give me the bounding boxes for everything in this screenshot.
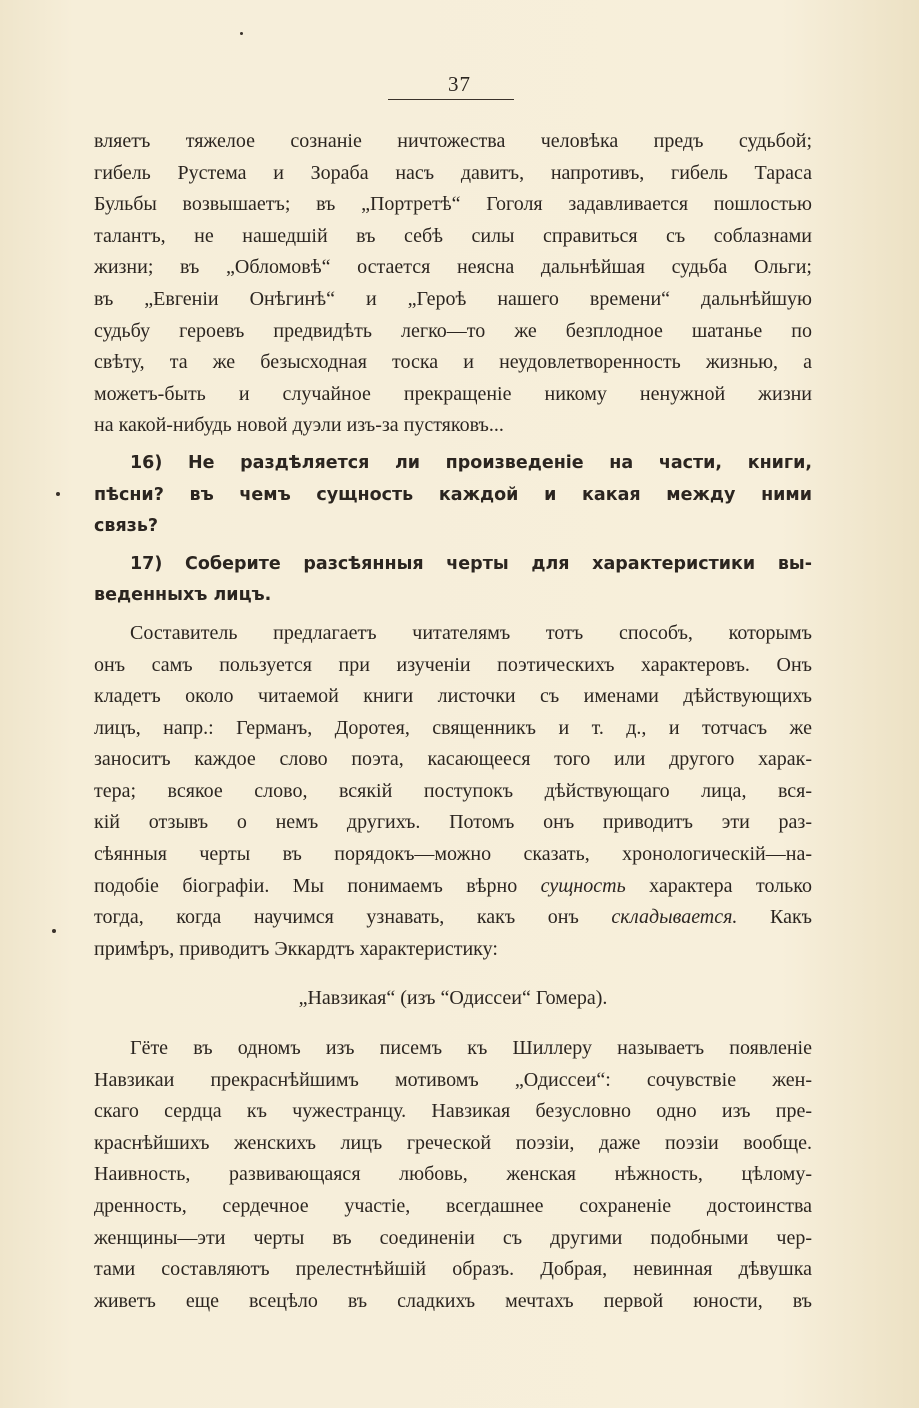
text-line: Бульбы возвышаетъ; въ „Портретѣ“ Гоголя задавливается пошлостью <box>94 193 812 216</box>
text-line: Наивность, развивающаяся любовь, женская нѣжность, цѣлому- <box>94 1163 812 1186</box>
question-16-line: связь? <box>94 516 159 537</box>
italic-emphasis: сущность <box>540 874 626 897</box>
ink-speck <box>240 32 243 35</box>
page-text <box>94 126 812 1317</box>
text-line <box>94 902 812 934</box>
text-line: Гёте въ одномъ изъ писемъ къ Шиллеру называетъ появленiе <box>130 1037 812 1060</box>
text-line: талантъ, не нашедшiй въ себѣ силы справиться съ соблазнами <box>94 224 812 247</box>
text-run: тогда, когда научимся узнавать, какъ онъ <box>94 906 612 929</box>
text-line: свѣту, та же безысходная тоска и неудовлетворенность жизнью, а <box>94 351 812 374</box>
text-run: характера только <box>625 874 812 897</box>
question-17-line: веденныхъ лицъ. <box>94 585 272 606</box>
text-run: подобiе бiографiи. Мы понимаемъ вѣрно <box>94 874 541 897</box>
text-line: скаго сердца къ чужестранцу. Навзикая безусловно одно изъ пре- <box>94 1100 812 1123</box>
text-line: кiй отзывъ о немъ другихъ. Потомъ онъ приводитъ эти раз- <box>94 811 812 834</box>
text-line: сѣянныя черты въ порядокъ—можно сказать, хронологическiй—на- <box>94 843 812 866</box>
italic-emphasis: складывается. <box>611 906 738 929</box>
page-number: 37 <box>448 72 471 96</box>
text-line: примѣръ, приводитъ Эккардтъ характеристику: <box>94 937 498 960</box>
text-line: Навзикаи прекраснѣйшимъ мотивомъ „Одиссеи“: сочувствiе жен- <box>94 1068 812 1091</box>
text-line: кладетъ около читаемой книги листочки съ именами дѣйствующихъ <box>94 685 812 708</box>
section-heading: „Навзикая“ (изъ “Одиссеи“ Гомера). <box>298 987 608 1010</box>
text-line: лицъ, напр.: Германъ, Доротея, священникъ и т. д., и тотчасъ же <box>94 716 812 739</box>
text-line <box>94 871 812 903</box>
question-17-line: 17) Соберите разсѣянныя черты для характеристики вы- <box>130 553 812 574</box>
text-line: гибель Рустема и Зораба насъ давитъ, напротивъ, гибель Тараса <box>94 161 812 184</box>
question-16-line: пѣсни? въ чемъ сущность каждой и какая между ними <box>94 484 812 505</box>
text-line: можетъ-быть и случайное прекращенiе никому ненужной жизни <box>94 382 812 405</box>
ink-speck <box>56 492 60 496</box>
text-line: тера; всякое слово, всякiй поступокъ дѣйствующаго лица, вся- <box>94 779 812 802</box>
text-line: Составитель предлагаетъ читателямъ тотъ способъ, которымъ <box>130 621 812 644</box>
text-line: судьбу героевъ предвидѣть легко—то же безплодное шатанье по <box>94 319 812 342</box>
text-line: вляетъ тяжелое сознанiе ничтожества человѣка предъ судьбой; <box>94 130 812 152</box>
text-line: краснѣйшихъ женскихъ лицъ греческой поэзiи, даже поэзiи вообще. <box>94 1131 812 1154</box>
text-line: женщины—эти черты въ соединенiи съ другими подобными чер- <box>94 1226 812 1249</box>
text-line: онъ самъ пользуется при изученiи поэтическихъ характеровъ. Онъ <box>94 653 812 676</box>
text-line: живетъ еще всецѣло въ сладкихъ мечтахъ первой юности, въ <box>94 1289 812 1312</box>
text-line: заноситъ каждое слово поэта, касающееся того или другого харак- <box>94 748 812 771</box>
text-line: жизни; въ „Обломовѣ“ остается неясна дальнѣйшая судьба Ольги; <box>94 256 812 279</box>
text-line: дренность, сердечное участiе, всегдашнее сохраненiе достоинства <box>94 1195 812 1217</box>
text-line: тами составляютъ прелестнѣйшiй образъ. Добрая, невинная дѣвушка <box>94 1258 812 1281</box>
question-16-line: 16) Не раздѣляется ли произведенiе на части, книги, <box>130 452 812 473</box>
text-line: на какой-нибудь новой дуэли изъ-за пустяковъ... <box>94 414 504 437</box>
text-line: въ „Евгенiи Онѣгинѣ“ и „Героѣ нашего времени“ дальнѣйшую <box>94 287 812 310</box>
page-number-rule <box>388 99 514 100</box>
text-run: Какъ <box>737 906 813 929</box>
ink-speck <box>52 929 56 933</box>
